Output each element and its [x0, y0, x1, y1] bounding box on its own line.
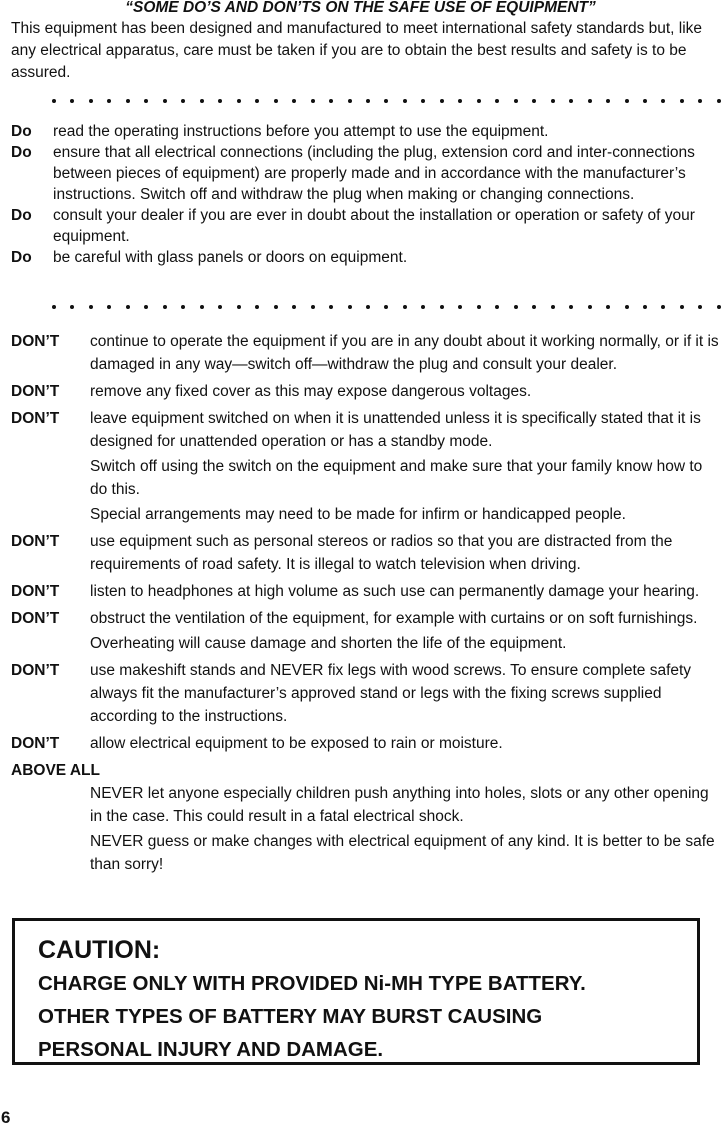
- dont-label: DON’T: [11, 610, 60, 627]
- separator-dot: [274, 99, 278, 103]
- dont-text: Switch off using the switch on the equipment and make sure that your family know how to do this.: [90, 458, 703, 498]
- separator-dot: [70, 305, 74, 309]
- separator-dot: [698, 305, 702, 309]
- separator-dot: [440, 305, 444, 309]
- separator-dot: [181, 305, 185, 309]
- separator-dot: [606, 305, 610, 309]
- separator-dot: [477, 305, 481, 309]
- separator-dot: [421, 305, 425, 309]
- separator-dot: [218, 99, 222, 103]
- separator-dot: [661, 99, 665, 103]
- separator-dot: [421, 99, 425, 103]
- separator-dot: [366, 305, 370, 309]
- do-label: Do: [11, 144, 32, 161]
- separator-dot: [348, 305, 352, 309]
- page-title: “SOME DO’S AND DON’TS ON THE SAFE USE OF EQUIPMENT”: [125, 0, 596, 16]
- separator-dot: [163, 99, 167, 103]
- dont-item: [11, 580, 721, 605]
- separator-dot: [514, 99, 518, 103]
- caution-line: CHARGE ONLY WITH PROVIDED Ni-MH TYPE BATTERY.: [38, 972, 586, 995]
- do-label: Do: [11, 207, 32, 224]
- do-text: be careful with glass panels or doors on equipment.: [53, 249, 408, 266]
- dont-text: listen to headphones at high volume as such use can permanently damage your hearing.: [90, 583, 700, 600]
- above-all-text: NEVER let anyone especially children push anything into holes, slots or any other opening in the case. This could result in a fatal electrical shock.: [90, 785, 709, 825]
- dont-text: remove any fixed cover as this may expose dangerous voltages.: [90, 383, 532, 400]
- separator-dot: [717, 305, 721, 309]
- dont-text: obstruct the ventilation of the equipment, for example with curtains or on soft furnishings.: [90, 610, 698, 627]
- above-all-body: [90, 782, 721, 876]
- separator-dot: [403, 305, 407, 309]
- separator-dot: [89, 305, 93, 309]
- dont-item: [11, 732, 721, 757]
- separator-dot: [551, 99, 555, 103]
- separator-dot: [625, 99, 629, 103]
- dont-label: DON’T: [11, 410, 60, 427]
- separator-dot: [126, 99, 130, 103]
- separator-dot: [70, 99, 74, 103]
- dotted-separator: [52, 302, 721, 312]
- separator-dot: [200, 99, 204, 103]
- dont-text: continue to operate the equipment if you are in any doubt about it working normally, or if it is damaged in any way—switch off—withdraw the plug and consult your dealer.: [90, 333, 719, 373]
- dont-list: [11, 330, 721, 878]
- dont-label: DON’T: [11, 735, 60, 752]
- dont-item: [11, 530, 721, 578]
- separator-dot: [218, 305, 222, 309]
- separator-dot: [200, 305, 204, 309]
- separator-dot: [588, 305, 592, 309]
- separator-dot: [532, 305, 536, 309]
- dont-label: DON’T: [11, 383, 60, 400]
- do-text: ensure that all electrical connections (including the plug, extension cord and inter-connections between pieces of equipment) are properly made and in accordance with the manufacturer’s instructions. Switch off and withdraw the plug when making or changing connections.: [53, 144, 695, 203]
- separator-dot: [643, 305, 647, 309]
- caution-box: [12, 918, 700, 1065]
- separator-dot: [107, 99, 111, 103]
- do-item: [11, 121, 717, 142]
- page-number: 6: [1, 1108, 11, 1127]
- dont-text: use makeshift stands and NEVER fix legs with wood screws. To ensure complete safety always fit the manufacturer’s approved stand or legs with the fixing screws supplied according to the instructions.: [90, 662, 692, 725]
- separator-dot: [680, 305, 684, 309]
- caution-line: OTHER TYPES OF BATTERY MAY BURST CAUSING: [38, 1005, 543, 1028]
- separator-dot: [477, 99, 481, 103]
- separator-dot: [532, 99, 536, 103]
- separator-dot: [255, 99, 259, 103]
- separator-dot: [698, 99, 702, 103]
- separator-dot: [329, 305, 333, 309]
- separator-dot: [163, 305, 167, 309]
- separator-dot: [52, 99, 56, 103]
- separator-dot: [606, 99, 610, 103]
- dont-label: DON’T: [11, 333, 60, 350]
- above-all-text: NEVER guess or make changes with electrical equipment of any kind. It is better to be safe than sorry!: [90, 833, 715, 873]
- separator-dot: [440, 99, 444, 103]
- separator-dot: [551, 305, 555, 309]
- separator-dot: [126, 305, 130, 309]
- separator-dot: [237, 305, 241, 309]
- dont-item: [11, 407, 721, 528]
- do-item: [11, 247, 717, 268]
- above-all-label: ABOVE ALL: [11, 762, 100, 779]
- caution-heading: CAUTION:: [38, 936, 161, 964]
- separator-dot: [348, 99, 352, 103]
- dont-item: [11, 380, 721, 405]
- separator-dot: [458, 99, 462, 103]
- separator-dot: [495, 305, 499, 309]
- separator-dot: [569, 305, 573, 309]
- separator-dot: [89, 99, 93, 103]
- separator-dot: [625, 305, 629, 309]
- dont-text: use equipment such as personal stereos or radios so that you are distracted from the requirements of road safety. It is illegal to watch television when driving.: [90, 533, 673, 573]
- separator-dot: [569, 99, 573, 103]
- do-item: [11, 205, 717, 247]
- separator-dot: [144, 99, 148, 103]
- separator-dot: [52, 305, 56, 309]
- do-item: [11, 142, 717, 205]
- caution-line: PERSONAL INJURY AND DAMAGE.: [38, 1038, 384, 1061]
- dont-text: Special arrangements may need to be made for infirm or handicapped people.: [90, 506, 626, 523]
- separator-dot: [292, 305, 296, 309]
- separator-dot: [403, 99, 407, 103]
- do-text: consult your dealer if you are ever in doubt about the installation or operation or safety of your equipment.: [53, 207, 695, 245]
- separator-dot: [643, 99, 647, 103]
- separator-dot: [292, 99, 296, 103]
- separator-dot: [717, 99, 721, 103]
- separator-dot: [181, 99, 185, 103]
- dont-item: [11, 330, 721, 378]
- separator-dot: [514, 305, 518, 309]
- do-list: [11, 121, 717, 268]
- separator-dot: [311, 305, 315, 309]
- separator-dot: [144, 305, 148, 309]
- dont-label: DON’T: [11, 662, 60, 679]
- separator-dot: [255, 305, 259, 309]
- separator-dot: [329, 99, 333, 103]
- separator-dot: [237, 99, 241, 103]
- separator-dot: [458, 305, 462, 309]
- dotted-separator: [52, 96, 721, 106]
- separator-dot: [366, 99, 370, 103]
- separator-dot: [274, 305, 278, 309]
- intro-paragraph: This equipment has been designed and manufactured to meet international safety standards but, like any electrical apparatus, care must be taken if you are to obtain the best results and safety is to be assured.: [11, 20, 703, 81]
- separator-dot: [680, 99, 684, 103]
- do-label: Do: [11, 249, 32, 266]
- dont-item: [11, 659, 721, 730]
- dont-label: DON’T: [11, 583, 60, 600]
- separator-dot: [495, 99, 499, 103]
- dont-text: leave equipment switched on when it is unattended unless it is specifically stated that it is designed for unattended operation or has a standby mode.: [90, 410, 701, 450]
- do-text: read the operating instructions before you attempt to use the equipment.: [53, 123, 549, 140]
- dont-text: allow electrical equipment to be exposed to rain or moisture.: [90, 735, 503, 752]
- separator-dot: [107, 305, 111, 309]
- separator-dot: [311, 99, 315, 103]
- separator-dot: [384, 305, 388, 309]
- separator-dot: [588, 99, 592, 103]
- separator-dot: [384, 99, 388, 103]
- dont-item: [11, 607, 721, 657]
- dont-text: Overheating will cause damage and shorten the life of the equipment.: [90, 635, 567, 652]
- do-label: Do: [11, 123, 32, 140]
- dont-label: DON’T: [11, 533, 60, 550]
- separator-dot: [661, 305, 665, 309]
